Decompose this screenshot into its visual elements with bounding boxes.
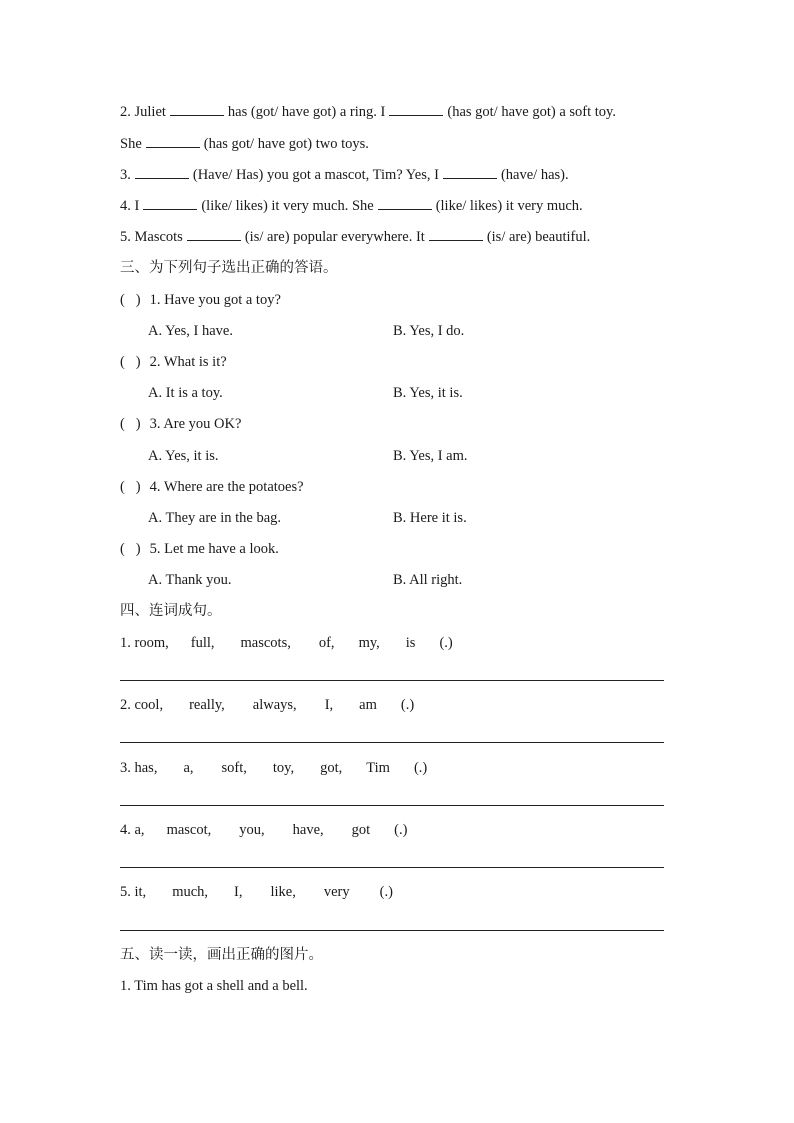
- text-part: (has got/ have got) two toys.: [203, 136, 369, 152]
- answer-line[interactable]: [120, 680, 664, 681]
- option-a: A. They are in the bag.: [148, 510, 282, 526]
- text-part: 3.: [120, 167, 131, 183]
- question-row-4: [120, 478, 304, 496]
- text-part: (like/ likes) it very much. She: [201, 198, 374, 214]
- word-token: is: [405, 635, 416, 651]
- text-part: (is/ are) beautiful.: [486, 229, 591, 245]
- answer-blank[interactable]: [170, 103, 224, 116]
- answer-paren[interactable]: [120, 291, 146, 309]
- question-row-5: [120, 540, 279, 558]
- option-a: A. Yes, it is.: [148, 448, 219, 464]
- text-part: 2. Juliet: [120, 104, 166, 120]
- word-token: got: [351, 822, 371, 838]
- word-token: 1. room,: [120, 635, 169, 651]
- word-token: got,: [320, 760, 343, 776]
- section-5-title: 五、读一读，画出正确的图片。: [120, 947, 323, 963]
- word-token: (.): [394, 822, 408, 838]
- word-token: very: [323, 884, 350, 900]
- question-text: 3. Are you OK?: [149, 416, 242, 432]
- word-token: 2. cool,: [120, 697, 164, 713]
- answer-blank[interactable]: [378, 197, 432, 210]
- word-token: I,: [324, 697, 334, 713]
- word-token: 3. has,: [120, 760, 158, 776]
- word-order-row-4: [120, 821, 427, 839]
- draw-item-1: 1. Tim has got a shell and a bell.: [120, 978, 308, 994]
- option-b: B. All right.: [393, 572, 463, 588]
- question-row-1: [120, 291, 281, 309]
- answer-paren[interactable]: [120, 353, 146, 371]
- word-token: 5. it,: [120, 884, 147, 900]
- option-b: B. Yes, I am.: [393, 448, 468, 464]
- fill-blank-line-3: [120, 166, 569, 184]
- option-a: A. Yes, I have.: [148, 323, 233, 339]
- word-token: like,: [270, 884, 296, 900]
- word-token: mascot,: [166, 822, 212, 838]
- question-text: 1. Have you got a toy?: [149, 292, 281, 308]
- question-row-2: [120, 353, 227, 371]
- question-row-3: [120, 415, 241, 433]
- answer-line[interactable]: [120, 930, 664, 931]
- word-order-row-5: [120, 883, 413, 901]
- paren-close: ): [135, 541, 141, 557]
- word-token: my,: [358, 635, 380, 651]
- answer-line[interactable]: [120, 867, 664, 868]
- word-token: full,: [190, 635, 215, 651]
- option-a: A. It is a toy.: [148, 385, 223, 401]
- text-part: (has got/ have got) a soft toy.: [447, 104, 616, 120]
- answer-paren[interactable]: [120, 478, 146, 496]
- answer-blank[interactable]: [389, 103, 443, 116]
- paren-close: ): [135, 479, 141, 495]
- answer-paren[interactable]: [120, 540, 146, 558]
- answer-line[interactable]: [120, 805, 664, 806]
- question-text: 5. Let me have a look.: [149, 541, 279, 557]
- question-text: 2. What is it?: [149, 354, 227, 370]
- word-token: (.): [400, 697, 415, 713]
- answer-blank[interactable]: [429, 228, 483, 241]
- text-part: (is/ are) popular everywhere. It: [244, 229, 425, 245]
- word-token: (.): [413, 760, 428, 776]
- text-part: 5. Mascots: [120, 229, 183, 245]
- option-a: A. Thank you.: [148, 572, 232, 588]
- fill-blank-line-2b: [120, 135, 369, 153]
- fill-blank-line-4: [120, 197, 583, 215]
- answer-blank[interactable]: [135, 166, 189, 179]
- answer-blank[interactable]: [187, 228, 241, 241]
- paren-close: ): [135, 354, 141, 370]
- text-part: (Have/ Has) you got a mascot, Tim? Yes, I: [192, 167, 439, 183]
- word-token: mascots,: [240, 635, 291, 651]
- word-token: you,: [239, 822, 265, 838]
- question-text: 4. Where are the potatoes?: [149, 479, 304, 495]
- text-part: (have/ has).: [500, 167, 569, 183]
- word-token: always,: [252, 697, 297, 713]
- word-order-row-1: [120, 634, 473, 652]
- option-b: B. Here it is.: [393, 510, 467, 526]
- text-part: (like/ likes) it very much.: [435, 198, 583, 214]
- word-token: of,: [318, 635, 335, 651]
- word-token: I,: [234, 884, 243, 900]
- paren-open: (: [120, 541, 125, 557]
- paren-open: (: [120, 416, 125, 432]
- answer-blank[interactable]: [143, 197, 197, 210]
- option-b: B. Yes, I do.: [393, 323, 465, 339]
- word-order-row-3: [120, 759, 447, 777]
- word-token: have,: [292, 822, 324, 838]
- fill-blank-line-5: [120, 228, 590, 246]
- word-token: toy,: [272, 760, 295, 776]
- word-token: Tim: [366, 760, 390, 776]
- word-token: (.): [439, 635, 453, 651]
- section-3-title: 三、为下列句子选出正确的答语。: [120, 260, 338, 276]
- text-part: 4. I: [120, 198, 140, 214]
- word-token: much,: [172, 884, 209, 900]
- paren-open: (: [120, 292, 125, 308]
- text-part: She: [120, 136, 142, 152]
- paren-open: (: [120, 354, 125, 370]
- word-order-row-2: [120, 696, 434, 714]
- word-token: really,: [189, 697, 225, 713]
- word-token: (.): [379, 884, 393, 900]
- paren-close: ): [135, 292, 141, 308]
- word-token: a,: [183, 760, 194, 776]
- answer-blank[interactable]: [146, 135, 200, 148]
- option-b: B. Yes, it is.: [393, 385, 463, 401]
- paren-close: ): [135, 416, 141, 432]
- section-4-title: 四、连词成句。: [120, 603, 222, 619]
- word-token: 4. a,: [120, 822, 145, 838]
- word-token: am: [359, 697, 377, 713]
- paren-open: (: [120, 479, 125, 495]
- word-token: soft,: [221, 760, 247, 776]
- fill-blank-line-2a: [120, 103, 616, 121]
- text-part: has (got/ have got) a ring. I: [227, 104, 386, 120]
- answer-paren[interactable]: [120, 415, 146, 433]
- answer-line[interactable]: [120, 742, 664, 743]
- answer-blank[interactable]: [443, 166, 497, 179]
